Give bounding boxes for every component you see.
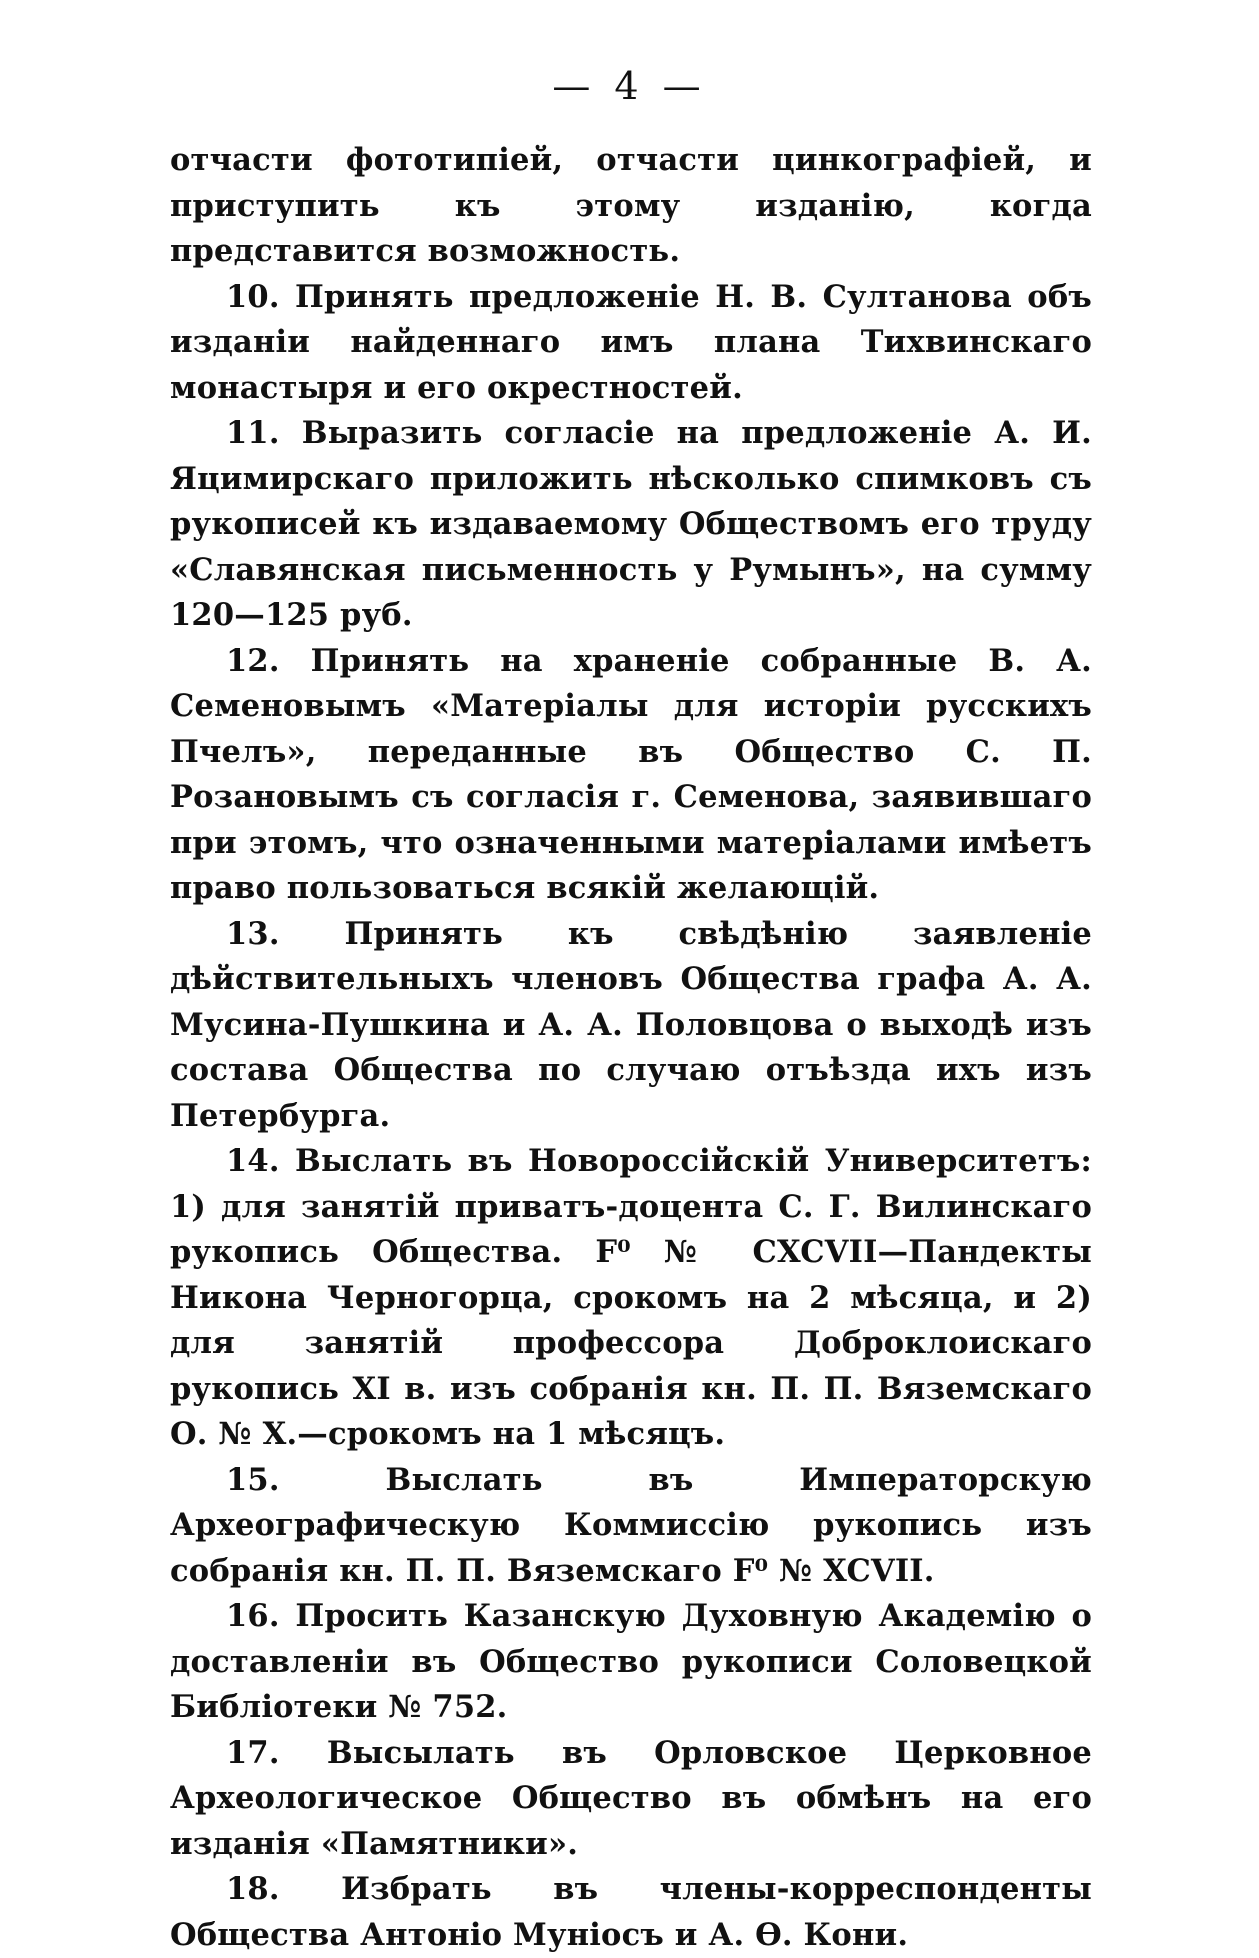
resolution-item-13: 13. Принять къ свѣдѣнію заявленіе дѣйствительныхъ членовъ Общества графа А. А. Мусина-Пушкина и А. А. Половцова о выходѣ изъ состава Общества по случаю отъѣзда ихъ изъ Петербурга.	[170, 915, 1092, 1134]
paragraph-continuation: отчасти фототипіей, отчасти цинкографіей, и приступить къ этому изданію, когда представится возможность.	[170, 142, 1092, 269]
resolution-item-12: 12. Принять на храненіе собранные В. А. Семеновымъ «Матеріалы для исторіи русскихъ Пчелъ», переданные въ Общество С. П. Розановымъ съ согласія г. Семенова, заявившаго при этомъ, что означенными матеріалами имѣетъ право пользоваться всякій желающій.	[170, 642, 1092, 906]
body-text	[170, 138, 1092, 1958]
resolution-item-10: 10. Принять предложеніе Н. В. Султанова объ изданіи найденнаго имъ плана Тихвинскаго монастыря и его окрестностей.	[170, 278, 1092, 406]
page-number: — 4 —	[552, 64, 707, 108]
resolution-item-14: 14. Выслать въ Новороссійскій Университетъ: 1) для занятій приватъ-доцента С. Г. Вилинскаго рукопись Общества. F⁰ № CXCVII—Пандекты Никона Черногорца, срокомъ на 2 мѣсяца, и 2) для занятій профессора Доброклоискаго рукопись XI в. изъ собранія кн. П. П. Вяземскаго О. № X.—срокомъ на 1 мѣсяцъ.	[170, 1143, 1092, 1452]
resolution-item-15: 15. Выслать въ Императорскую Археографическую Коммиссію рукопись изъ собранія кн. П. П. Вяземскаго F⁰ № XCVII.	[170, 1461, 1092, 1589]
resolution-item-11: 11. Выразить согласіе на предложеніе А. И. Яцимирскаго приложить нѣсколько спимковъ съ рукописей къ издаваемому Обществомъ его труду «Славянская письменность у Румынъ», на сумму 120—125 руб.	[170, 415, 1092, 633]
resolution-item-17: 17. Высылать въ Орловское Церковное Археологическое Общество въ обмѣнъ на его изданія «Памятники».	[170, 1734, 1092, 1862]
resolution-item-18: 18. Избрать въ члены-корреспонденты Общества Антоніо Муніосъ и А. Ѳ. Кони.	[170, 1871, 1092, 1953]
resolution-item-16: 16. Просить Казанскую Духовную Академію о доставленіи въ Общество рукописи Соловецкой Библіотеки № 752.	[170, 1598, 1092, 1725]
